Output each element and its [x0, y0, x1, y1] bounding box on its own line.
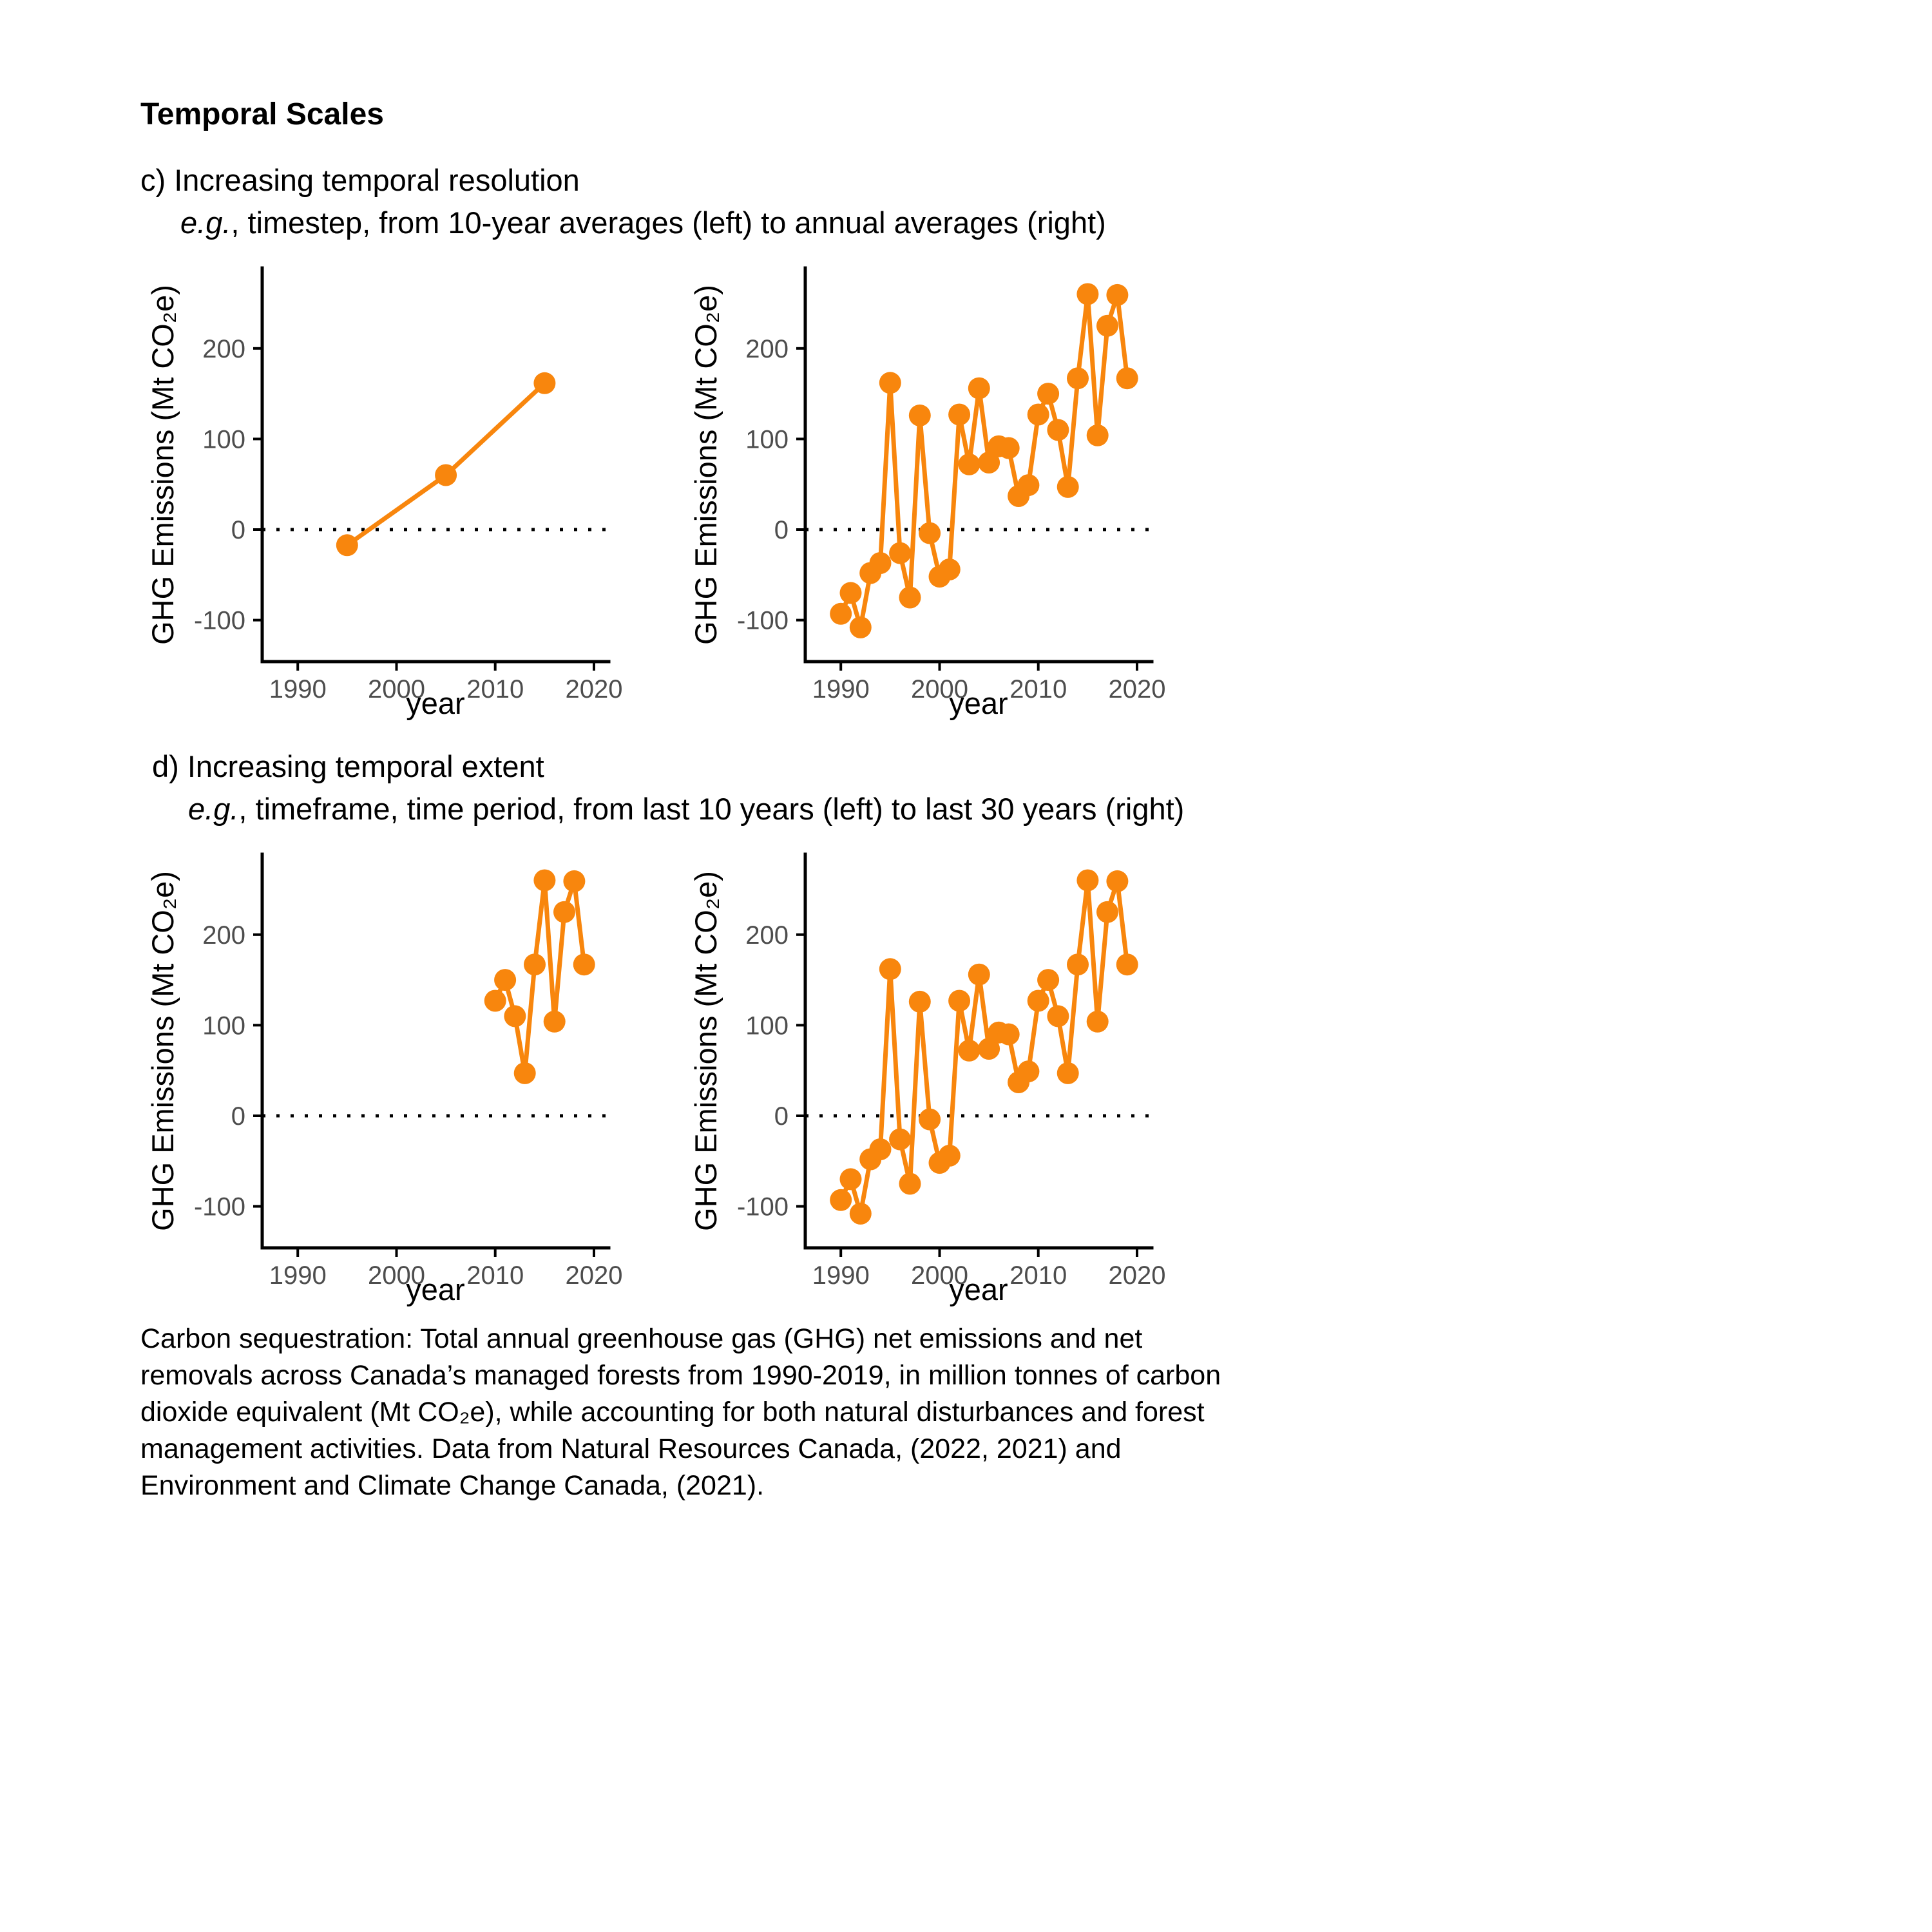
x-tick-label: 2020	[565, 1261, 623, 1290]
data-point	[850, 617, 872, 638]
y-tick-label: -100	[193, 1192, 245, 1221]
x-axis-title: year	[406, 686, 465, 720]
data-point	[1106, 870, 1128, 892]
data-point	[948, 404, 970, 426]
data-point	[1017, 1060, 1039, 1082]
y-tick-label: 0	[774, 516, 789, 544]
x-tick-label: 1990	[269, 1261, 327, 1290]
data-point	[544, 1011, 566, 1033]
x-tick-label: 2010	[466, 675, 524, 703]
data-point	[1116, 953, 1138, 975]
y-tick-label: 0	[231, 516, 245, 544]
data-point	[939, 1145, 961, 1167]
y-tick-label: 200	[745, 334, 789, 363]
data-point	[919, 1109, 941, 1131]
data-point	[909, 405, 931, 426]
data-point	[939, 559, 961, 580]
data-point	[830, 603, 852, 625]
data-point	[909, 991, 931, 1013]
section-d-subtitle	[188, 791, 1184, 827]
data-point	[879, 958, 901, 980]
x-axis-title: year	[949, 686, 1008, 720]
data-point	[494, 969, 516, 991]
data-point	[1037, 969, 1059, 991]
x-tick-label: 2020	[1108, 675, 1166, 703]
section-c-subtitle-eg: e.g.	[180, 206, 231, 240]
x-tick-label: 2010	[1009, 1261, 1067, 1290]
data-point	[533, 870, 555, 892]
section-c-heading: c) Increasing temporal resolution	[140, 163, 580, 197]
data-point	[968, 378, 990, 399]
y-tick-label: 200	[202, 921, 245, 950]
data-point	[1017, 474, 1039, 496]
caption-line: dioxide equivalent (Mt CO₂e), while accounting for both natural disturbances and forest	[140, 1397, 1205, 1428]
data-point	[1028, 990, 1049, 1012]
section-c-subtitle	[180, 205, 1106, 240]
y-axis-title: GHG Emissions (Mt CO₂e)	[146, 871, 180, 1231]
data-point	[889, 542, 911, 564]
caption-line: management activities. Data from Natural Resources Canada, (2022, 2021) and	[140, 1433, 1122, 1464]
caption-line: removals across Canada’s managed forests from 1990-2019, in million tonnes of carbon	[140, 1360, 1221, 1391]
data-point	[1028, 404, 1049, 426]
section-d-subtitle-text: , timeframe, time period, from last 10 years (left) to last 30 years (right)	[238, 792, 1185, 826]
section-c-subtitle-text: , timestep, from 10-year averages (left) to annual averages (right)	[231, 206, 1106, 240]
chart-c-right-annual-averages	[683, 255, 1237, 725]
figure-caption	[140, 1321, 1221, 1504]
data-point	[1116, 367, 1138, 389]
data-point	[1087, 425, 1109, 446]
data-point	[958, 1040, 980, 1062]
data-point	[870, 552, 892, 574]
data-point	[484, 990, 506, 1012]
data-point	[948, 990, 970, 1012]
y-axis-title: GHG Emissions (Mt CO₂e)	[146, 285, 180, 645]
data-point	[1076, 283, 1098, 305]
data-point	[840, 1168, 862, 1190]
x-axis-title: year	[949, 1272, 1008, 1306]
x-tick-label: 2020	[1108, 1261, 1166, 1290]
x-tick-label: 1990	[812, 675, 870, 703]
y-tick-label: 100	[745, 425, 789, 454]
data-point	[573, 953, 595, 975]
x-tick-label: 2000	[911, 1261, 968, 1290]
data-point	[524, 953, 546, 975]
data-point	[563, 870, 585, 892]
y-tick-label: 100	[745, 1011, 789, 1040]
x-tick-label: 2010	[1009, 675, 1067, 703]
x-tick-label: 1990	[269, 675, 327, 703]
y-tick-label: -100	[193, 606, 245, 635]
data-point	[998, 1024, 1020, 1046]
data-point	[553, 901, 575, 923]
x-tick-label: 1990	[812, 1261, 870, 1290]
y-tick-label: 100	[202, 425, 245, 454]
x-tick-label: 2000	[368, 1261, 425, 1290]
chart-d-left-last-10-years	[140, 841, 694, 1312]
y-tick-label: 0	[774, 1102, 789, 1131]
data-point	[1106, 284, 1128, 306]
data-point	[830, 1189, 852, 1211]
data-point	[1067, 367, 1089, 389]
data-point	[514, 1062, 536, 1084]
y-axis-title: GHG Emissions (Mt CO₂e)	[689, 871, 723, 1231]
y-tick-label: -100	[736, 606, 789, 635]
data-point	[1067, 953, 1089, 975]
x-tick-label: 2000	[911, 675, 968, 703]
chart-c-right-svg	[683, 255, 1237, 725]
data-point	[1096, 315, 1118, 337]
x-tick-label: 2010	[466, 1261, 524, 1290]
page-title: Temporal Scales	[140, 97, 384, 131]
data-point	[1057, 1062, 1079, 1084]
data-point	[870, 1138, 892, 1160]
data-point	[1047, 1005, 1069, 1027]
y-tick-label: -100	[736, 1192, 789, 1221]
chart-c-left-10-year-averages	[140, 255, 694, 725]
data-point	[1096, 901, 1118, 923]
chart-d-left-svg	[140, 841, 694, 1312]
caption-line: Carbon sequestration: Total annual greenhouse gas (GHG) net emissions and net	[140, 1323, 1143, 1354]
section-d-heading: d) Increasing temporal extent	[152, 749, 544, 783]
data-point	[504, 1005, 526, 1027]
data-point	[879, 372, 901, 394]
y-tick-label: 0	[231, 1102, 245, 1131]
data-point	[1057, 476, 1079, 498]
x-tick-label: 2020	[565, 675, 623, 703]
axis-lines	[262, 268, 609, 662]
x-axis-title: year	[406, 1272, 465, 1306]
data-point	[919, 522, 941, 544]
data-point	[899, 1173, 921, 1195]
y-tick-label: 200	[745, 921, 789, 950]
data-point	[1047, 419, 1069, 441]
caption-line: Environment and Climate Change Canada, (2021).	[140, 1470, 765, 1501]
data-point	[889, 1129, 911, 1151]
data-point	[533, 372, 555, 394]
data-point	[840, 582, 862, 604]
x-tick-label: 2000	[368, 675, 425, 703]
data-point	[336, 534, 358, 556]
y-tick-label: 100	[202, 1011, 245, 1040]
chart-d-right-last-30-years	[683, 841, 1237, 1312]
data-point	[435, 464, 457, 486]
data-point	[968, 964, 990, 986]
y-tick-label: 200	[202, 334, 245, 363]
data-point	[1076, 870, 1098, 892]
data-point	[1087, 1011, 1109, 1033]
y-axis-title: GHG Emissions (Mt CO₂e)	[689, 285, 723, 645]
section-d-subtitle-eg: e.g.	[188, 792, 239, 826]
data-point	[899, 587, 921, 609]
data-point	[1037, 383, 1059, 405]
data-point	[958, 454, 980, 475]
data-point	[998, 437, 1020, 459]
chart-d-right-svg	[683, 841, 1237, 1312]
data-point	[850, 1203, 872, 1225]
chart-c-left-svg	[140, 255, 694, 725]
